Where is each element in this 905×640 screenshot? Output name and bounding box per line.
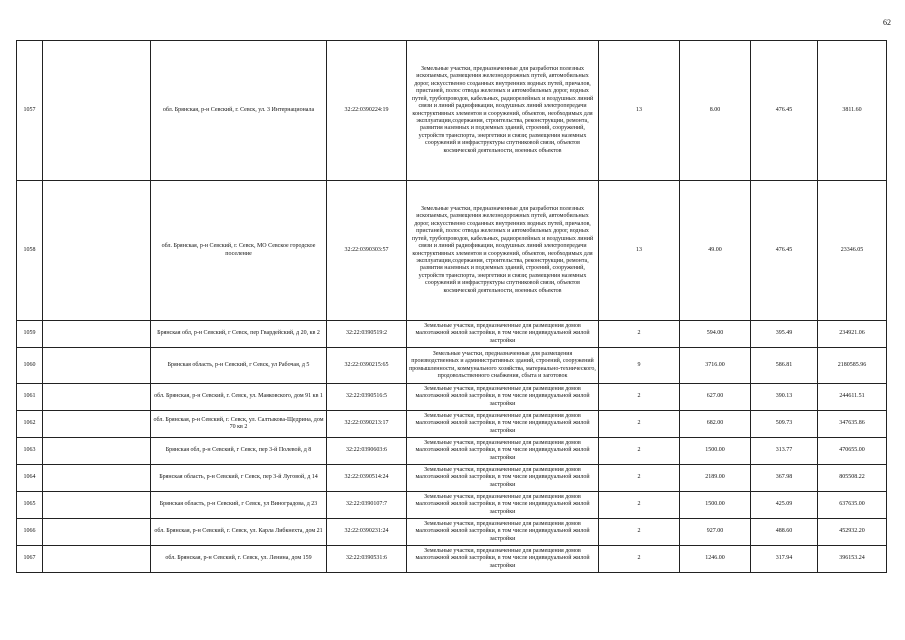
- cadastral-value-cell: 347635.86: [818, 411, 887, 438]
- blank-cell: [43, 492, 151, 519]
- land-use-cell: Земельные участки, предназначенные для размещения домов малоэтажной жилой застройки, в том числе индивидуальной жилой застройки: [407, 519, 599, 546]
- rate-cell: 488.60: [751, 519, 818, 546]
- row-number: 1057: [17, 41, 43, 181]
- blank-cell: [43, 546, 151, 573]
- rate-cell: 395.49: [751, 321, 818, 348]
- land-use-cell: Земельные участки, предназначенные для размещения домов малоэтажной жилой застройки, в том числе индивидуальной жилой застройки: [407, 321, 599, 348]
- group-cell: 13: [599, 41, 680, 181]
- cadastral-number-cell: 32:22:0390514:24: [327, 465, 407, 492]
- rate-cell: 476.45: [751, 181, 818, 321]
- land-use-cell: Земельные участки, предназначенные для размещения домов малоэтажной жилой застройки, в том числе индивидуальной жилой застройки: [407, 411, 599, 438]
- land-use-cell: Земельные участки, предназначенные для размещения домов малоэтажной жилой застройки, в том числе индивидуальной жилой застройки: [407, 438, 599, 465]
- row-number: 1067: [17, 546, 43, 573]
- cadastral-number-cell: 32:22:0390215:65: [327, 348, 407, 384]
- row-number: 1062: [17, 411, 43, 438]
- address-cell: обл. Брянская, р-н Севский, г. Севск, ул. Салтыкова-Щедрина, дом 70 кв 2: [151, 411, 327, 438]
- rate-cell: 313.77: [751, 438, 818, 465]
- address-cell: Брянская область, р-н Севский, г Севск, пер 3-й Луговой, д 14: [151, 465, 327, 492]
- group-cell: 2: [599, 411, 680, 438]
- cadastral-number-cell: 32:22:0390213:17: [327, 411, 407, 438]
- group-cell: 2: [599, 384, 680, 411]
- blank-cell: [43, 348, 151, 384]
- area-cell: 1246.00: [680, 546, 751, 573]
- cadastral-number-cell: 32:22:0390603:6: [327, 438, 407, 465]
- table-row: [17, 321, 887, 348]
- land-use-cell: Земельные участки, предназначенные для размещения домов малоэтажной жилой застройки, в том числе индивидуальной жилой застройки: [407, 546, 599, 573]
- area-cell: 627.00: [680, 384, 751, 411]
- table-row: [17, 181, 887, 321]
- group-cell: 2: [599, 546, 680, 573]
- area-cell: 1500.00: [680, 492, 751, 519]
- row-number: 1059: [17, 321, 43, 348]
- blank-cell: [43, 411, 151, 438]
- land-use-cell: Земельные участки, предназначенные для разработки полезных ископаемых, размещения железнодорожных путей, автомобильных дорог, искусственно созданных внутренних водных путей, причалов, пристаней, полос отвода железных и автомобильных дорог, водных путей, трубопроводов, кабельных, радиорелейных и воздушных линий связи и линий радиофикации, воздушных линий электропередачи конструктивных элементов и сооружений, объектов, необходимых для эксплуатации,содержания, строительства, реконструкции, ремонта, развития наземных и подземных зданий, строений, сооружений, устройств транспорта, энергетики и связи; размещения наземных сооружений и инфраструктуры спутниковой связи, объектов космической деятельности, военных объектов: [407, 41, 599, 181]
- rate-cell: 390.13: [751, 384, 818, 411]
- table-row: [17, 519, 887, 546]
- blank-cell: [43, 384, 151, 411]
- land-use-cell: Земельные участки, предназначенные для разработки полезных ископаемых, размещения железнодорожных путей, автомобильных дорог, искусственно созданных внутренних водных путей, причалов, пристаней, полос отвода железных и автомобильных дорог, водных путей, трубопроводов, кабельных, радиорелейных и воздушных линий связи и линий радиофикации, воздушных линий электропередачи конструктивных элементов и сооружений, объектов, необходимых для эксплуатации,содержания, строительства, реконструкции, ремонта, развития наземных и подземных зданий, строений, сооружений, устройств транспорта, энергетики и связи; размещения наземных сооружений и инфраструктуры спутниковой связи, объектов космической деятельности, военных объектов: [407, 181, 599, 321]
- row-number: 1061: [17, 384, 43, 411]
- cadastral-value-cell: 452932.20: [818, 519, 887, 546]
- blank-cell: [43, 519, 151, 546]
- area-cell: 49.00: [680, 181, 751, 321]
- address-cell: Брянская область, р-н Севский, г Севск, ул Виноградова, д 23: [151, 492, 327, 519]
- address-cell: обл. Брянская, р-н Севский, г. Севск, МО Севское городское поселение: [151, 181, 327, 321]
- area-cell: 8.00: [680, 41, 751, 181]
- group-cell: 2: [599, 321, 680, 348]
- group-cell: 9: [599, 348, 680, 384]
- cadastral-value-cell: 3811.60: [818, 41, 887, 181]
- cadastral-number-cell: 32:22:0390231:24: [327, 519, 407, 546]
- table-row: [17, 411, 887, 438]
- cadastral-number-cell: 32:22:0390531:6: [327, 546, 407, 573]
- cadastral-value-cell: 234921.06: [818, 321, 887, 348]
- row-number: 1060: [17, 348, 43, 384]
- area-cell: 682.00: [680, 411, 751, 438]
- rate-cell: 586.81: [751, 348, 818, 384]
- group-cell: 2: [599, 492, 680, 519]
- cadastral-value-cell: 2180585.96: [818, 348, 887, 384]
- rate-cell: 509.73: [751, 411, 818, 438]
- cadastral-number-cell: 32:22:0390519:2: [327, 321, 407, 348]
- table-row: [17, 384, 887, 411]
- cadastral-value-cell: 396153.24: [818, 546, 887, 573]
- land-use-cell: Земельные участки, предназначенные для размещения домов малоэтажной жилой застройки, в том числе индивидуальной жилой застройки: [407, 492, 599, 519]
- blank-cell: [43, 181, 151, 321]
- cadastral-value-cell: 637635.00: [818, 492, 887, 519]
- land-use-cell: Земельные участки, предназначенные для размещения домов малоэтажной жилой застройки, в том числе индивидуальной жилой застройки: [407, 465, 599, 492]
- blank-cell: [43, 41, 151, 181]
- address-cell: обл. Брянская, р-н Севский, г. Севск, ул. Карла Либкнехта, дом 21: [151, 519, 327, 546]
- address-cell: обл. Брянская, р-н Севский, г. Севск, ул. Ленина, дом 159: [151, 546, 327, 573]
- cadastral-value-cell: 244611.51: [818, 384, 887, 411]
- table-row: [17, 438, 887, 465]
- cadastral-number-cell: 32:22:0390303:57: [327, 181, 407, 321]
- cadastral-number-cell: 32:22:0390107:7: [327, 492, 407, 519]
- rate-cell: 367.98: [751, 465, 818, 492]
- address-cell: обл. Брянская, р-н Севский, г. Севск, ул. Маяковского, дом 91 кв 1: [151, 384, 327, 411]
- cadastral-value-cell: 805508.22: [818, 465, 887, 492]
- table-row: [17, 465, 887, 492]
- rate-cell: 476.45: [751, 41, 818, 181]
- land-use-cell: Земельные участки, предназначенные для размещения домов малоэтажной жилой застройки, в том числе индивидуальной жилой застройки: [407, 384, 599, 411]
- address-cell: Брянская обл, р-н Севский, г Севск, пер Гвардейский, д 20, кв 2: [151, 321, 327, 348]
- blank-cell: [43, 321, 151, 348]
- group-cell: 2: [599, 438, 680, 465]
- group-cell: 2: [599, 465, 680, 492]
- row-number: 1066: [17, 519, 43, 546]
- table-row: [17, 348, 887, 384]
- row-number: 1058: [17, 181, 43, 321]
- row-number: 1064: [17, 465, 43, 492]
- cadastral-number-cell: 32:22:0390224:19: [327, 41, 407, 181]
- table-row: [17, 41, 887, 181]
- land-registry-table: [16, 40, 887, 573]
- cadastral-value-cell: 470655.00: [818, 438, 887, 465]
- row-number: 1063: [17, 438, 43, 465]
- table-row: [17, 492, 887, 519]
- address-cell: Брянская область, р-н Севский, г Севск, ул Рабочая, д 5: [151, 348, 327, 384]
- area-cell: 2189.00: [680, 465, 751, 492]
- blank-cell: [43, 465, 151, 492]
- address-cell: Брянская обл, р-н Севский, г Севск, пер 3-й Полевой, д 8: [151, 438, 327, 465]
- address-cell: обл. Брянская, р-н Севский, г. Севск, ул. 3 Интернационала: [151, 41, 327, 181]
- area-cell: 594.00: [680, 321, 751, 348]
- rate-cell: 317.94: [751, 546, 818, 573]
- area-cell: 1500.00: [680, 438, 751, 465]
- area-cell: 3716.00: [680, 348, 751, 384]
- area-cell: 927.00: [680, 519, 751, 546]
- cadastral-number-cell: 32:22:0390516:5: [327, 384, 407, 411]
- group-cell: 2: [599, 519, 680, 546]
- table-row: [17, 546, 887, 573]
- row-number: 1065: [17, 492, 43, 519]
- blank-cell: [43, 438, 151, 465]
- group-cell: 13: [599, 181, 680, 321]
- rate-cell: 425.09: [751, 492, 818, 519]
- land-use-cell: Земельные участки, предназначенные для размещения производственных и административных зданий, строений, сооружений промышленности, коммунального хозяйства, материально-технического, продовольственного снабжения, сбыта и заготовок: [407, 348, 599, 384]
- page-number: 62: [883, 18, 891, 27]
- cadastral-value-cell: 23346.05: [818, 181, 887, 321]
